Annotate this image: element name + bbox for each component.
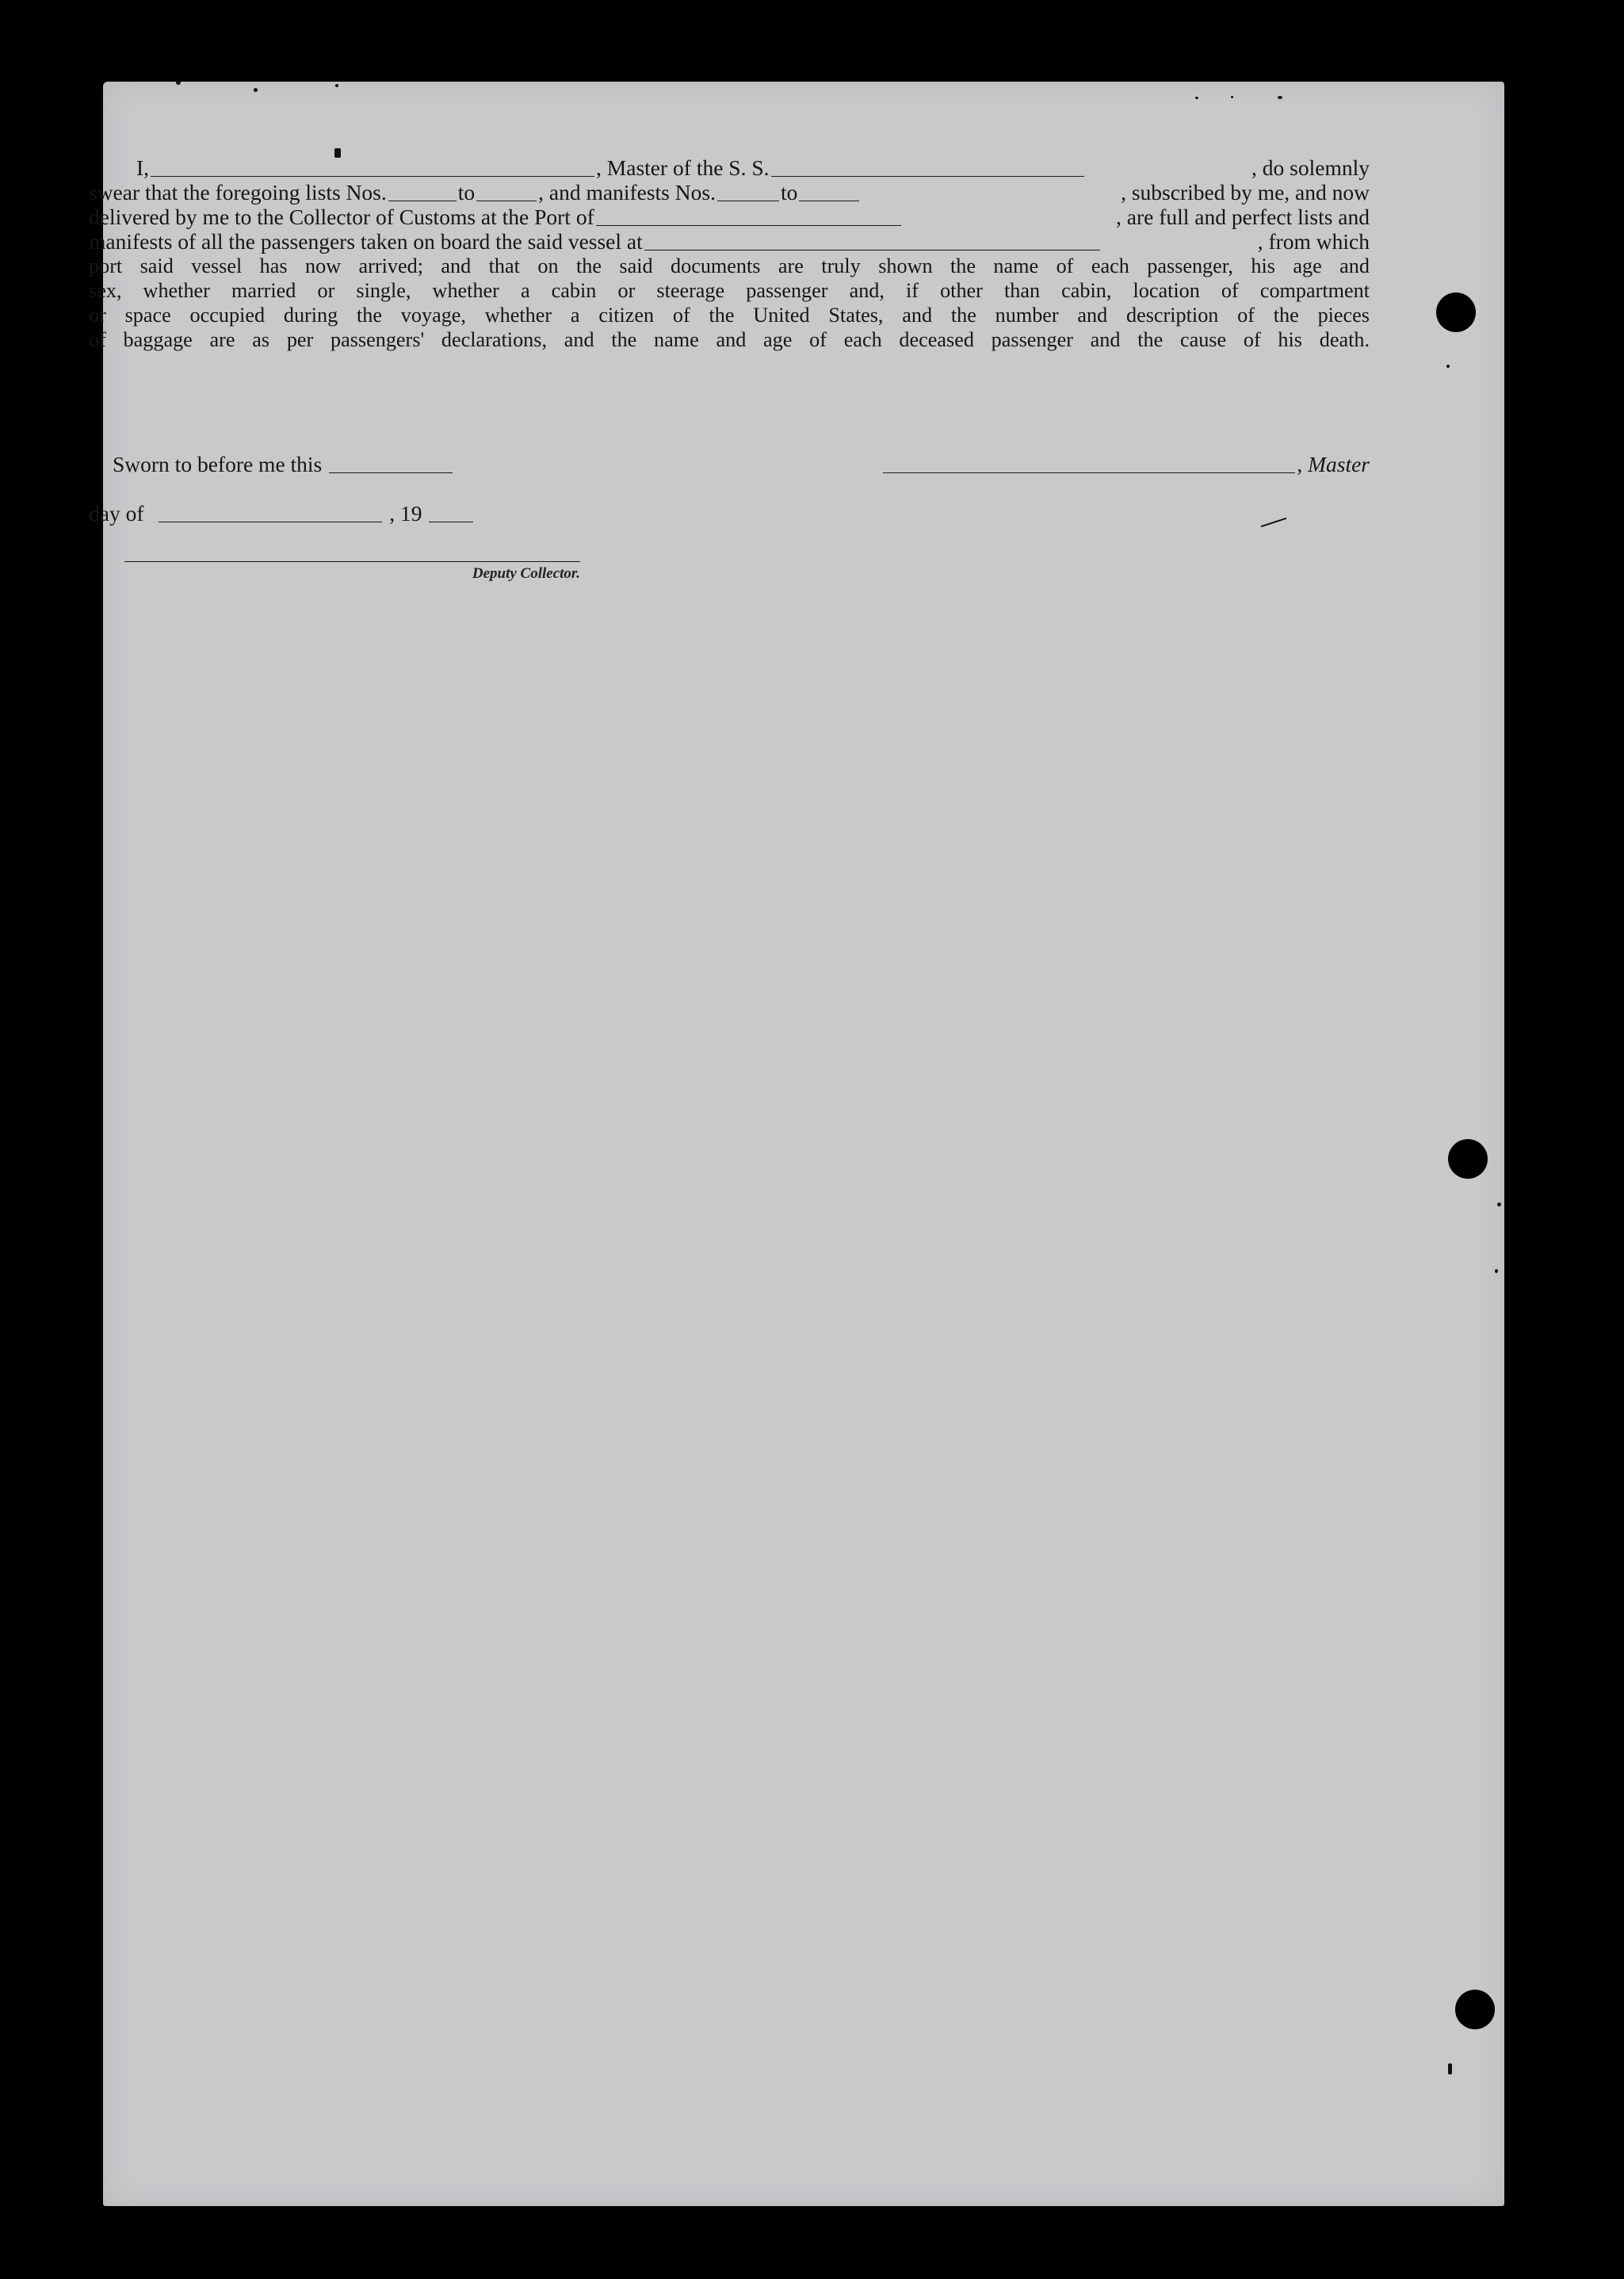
pen-mark	[1261, 518, 1287, 527]
master-name-field[interactable]	[151, 159, 594, 177]
scan-speck	[1448, 2063, 1452, 2074]
oath-line-4	[89, 229, 1370, 254]
oath-line-6	[89, 278, 1370, 303]
sworn-row	[89, 452, 1370, 479]
lists-to-field[interactable]	[476, 183, 537, 201]
oath-text: I,	[136, 155, 150, 180]
oath-line-1	[89, 155, 1370, 180]
master-label: , Master	[1297, 452, 1370, 476]
day-label: day of	[89, 501, 144, 526]
oath-paragraph	[89, 155, 1370, 352]
punch-hole	[1455, 1990, 1495, 2029]
oath-line-7	[89, 303, 1370, 327]
oath-text: , Master of the S. S.	[596, 155, 770, 180]
scan-speck	[254, 88, 258, 92]
oath-line-2	[89, 180, 1370, 205]
manifests-from-field[interactable]	[717, 183, 779, 201]
master-signature-block	[881, 452, 1370, 477]
deputy-collector-signature[interactable]	[124, 561, 580, 583]
month-field[interactable]	[159, 504, 382, 522]
oath-text: sex, whether married or single, whether a cabin or steerage passenger and, if other than cabin, location of compartment	[89, 279, 1370, 302]
year-label: , 19	[389, 501, 422, 526]
sworn-block	[89, 452, 454, 477]
oath-text: manifests of all the passengers taken on board the said vessel at	[89, 229, 643, 254]
manifests-to-field[interactable]	[799, 183, 859, 201]
punch-hole	[1448, 1139, 1488, 1179]
oath-line-5	[89, 254, 1370, 278]
oath-text: , subscribed by me, and now	[1121, 180, 1370, 205]
oath-text: to	[457, 180, 476, 205]
departure-port-field[interactable]	[644, 232, 1100, 250]
oath-line-3	[89, 205, 1370, 229]
oath-line-8	[89, 327, 1370, 352]
oath-text: , do solemnly	[1251, 155, 1370, 180]
oath-text: port said vessel has now arrived; and that on the said documents are truly shown the name of each passenger, his age and	[89, 254, 1370, 277]
oath-text: or space occupied during the voyage, whether a citizen of the United States, and the number and description of the pieces	[89, 304, 1370, 327]
scan-speck	[1446, 365, 1450, 368]
scan-speck	[1495, 1269, 1498, 1273]
port-field[interactable]	[596, 208, 901, 226]
oath-text: to	[780, 180, 798, 205]
scan-speck	[1278, 96, 1282, 99]
scan-speck	[176, 80, 181, 85]
scan-speck	[1231, 96, 1233, 98]
document-page	[103, 82, 1504, 2206]
day-row	[89, 501, 475, 526]
scan-speck	[1195, 97, 1198, 99]
oath-text: swear that the foregoing lists Nos.	[89, 180, 387, 205]
scan-speck	[335, 84, 338, 87]
ship-name-field[interactable]	[771, 159, 1084, 177]
master-signature-field[interactable]	[883, 455, 1295, 473]
sworn-label: Sworn to before me this	[113, 452, 323, 476]
lists-from-field[interactable]	[388, 183, 457, 201]
oath-text: , from which	[1257, 229, 1370, 254]
year-field[interactable]	[429, 504, 473, 522]
scan-speck	[1497, 1203, 1501, 1206]
punch-hole	[1436, 293, 1476, 332]
oath-text: delivered by me to the Collector of Customs at the Port of	[89, 205, 594, 229]
sworn-date-field[interactable]	[329, 455, 453, 473]
deputy-collector-label: Deputy Collector.	[472, 565, 580, 582]
oath-text: , and manifests Nos.	[538, 180, 716, 205]
oath-text: , are full and perfect lists and	[1116, 205, 1370, 229]
oath-text: of baggage are as per passengers' declarations, and the name and age of each deceased passenger and the cause of his death.	[89, 328, 1370, 351]
